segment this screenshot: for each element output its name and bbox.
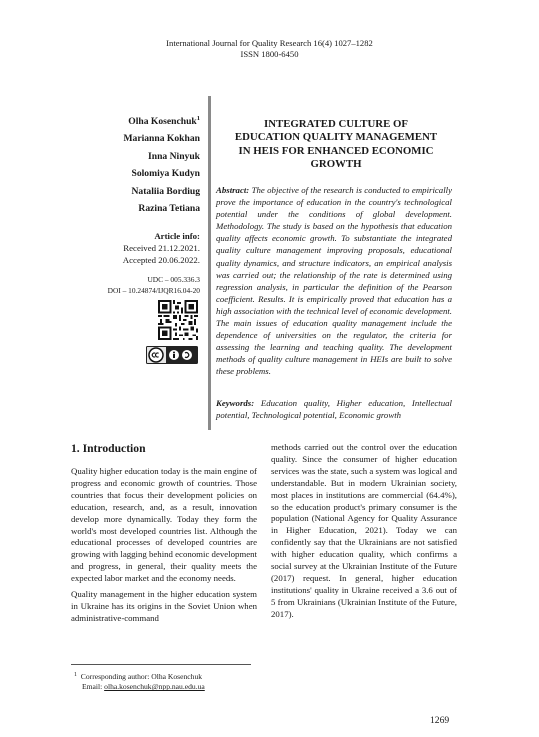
author-name: Olha Kosenchuk$^1$ <box>128 115 200 127</box>
paragraph: Quality management in the higher education system in Ukraine has its origins in the Soviet Union when administrative-command <box>71 589 257 623</box>
author-name: Solomiya Kudyn <box>131 168 200 180</box>
accepted-date: Accepted 20.06.2022. <box>122 255 200 266</box>
footnote-email-line <box>74 682 205 692</box>
author-list <box>96 110 200 217</box>
section-heading: 1. Introduction <box>71 442 146 455</box>
title-line: INTEGRATED CULTURE OF <box>264 118 408 130</box>
footnote-divider <box>71 664 251 665</box>
keywords-label: Keywords: <box>216 398 255 408</box>
journal-header <box>0 38 539 59</box>
issn: ISSN 1800-6450 <box>240 48 299 59</box>
title-line: GROWTH <box>310 158 362 171</box>
author-name: Razina Tetiana <box>138 203 200 215</box>
keywords-text: Education quality, Higher education, Intellectual potential, Technological potential, Economic growth <box>216 398 452 420</box>
paragraph: Quality higher education today is the main engine of progress and economic growth of countries. Those countries that focus their development policies on education, research, and, as a result, innovation develop more dynamically. Today they form the world's most developed countries list. Although the educational processes of developed countries are growing with lagging behind economic development and progress, in general, their quality meets the expected labor market and the economy needs. <box>71 466 257 584</box>
body-column-right <box>271 442 457 625</box>
doi: DOI – 10.24874/IJQR16.04-20 <box>107 286 200 296</box>
author-name: Inna Ninyuk <box>148 150 200 162</box>
email-label: Email: <box>82 682 103 692</box>
abstract-text: The objective of the research is conducted to empirically prove the importance of education in the country's technological potential under the conditions of global development. Methodology. The study is based on the hypothesis that education quality affects economic growth. To substantiate the integrated quality culture management improving proposals, educational quality dynamics, and structure indicators, an empirical analysis was carried out; the relationship of the rate is determined using regression analysis, in particular the definition of the Pearson coefficient. Results. It is empirically proved that education has a high association with the technical level of economic development. The main issues of education quality management include the dependence of universities on the regulator, the criteria for assessing the learning and teaching quality. The development methods of quality culture management in HEIs are built to solve these problems. <box>216 185 452 377</box>
title-line: EDUCATION QUALITY MANAGEMENT <box>234 131 438 144</box>
author-name: Marianna Kokhan <box>123 133 200 145</box>
paragraph: methods carried out the control over the education quality. Since the consumer of higher education services was the state, such a system was logical and understandable. But in modern Ukrainian society, most places in institutions are commercial (64.4%), so the education product's primary consumer is the population (National Agency for Quality Assurance in Higher Education, 2021). Today we can confidently say that the Ukrainians are not satisfied with higher education quality, which confirms a social survey at the Ukrainian Institute of the Future (2017) request. In general, higher education institutions' quality in Ukraine received a 3.6 out of 5 from Ukrainians (Ukrainian Institute of the Future, 2017). <box>271 442 457 619</box>
udc: UDC – 005.336.3 <box>147 275 200 284</box>
journal-name: International Journal for Quality Research 16(4) 1027–1282 <box>166 38 373 48</box>
creative-commons-license-icon <box>146 346 198 364</box>
vertical-divider <box>208 96 211 430</box>
article-info-label: Article info: <box>154 231 200 241</box>
body-column-left <box>71 466 257 629</box>
abstract-label: Abstract: <box>216 185 250 195</box>
identifiers <box>60 274 200 297</box>
article-info <box>80 230 200 267</box>
abstract <box>216 184 452 378</box>
keywords <box>216 398 452 421</box>
title-line: IN HEIS FOR ENHANCED ECONOMIC <box>238 144 434 157</box>
paper-title <box>218 118 454 172</box>
page-number: 1269 <box>430 715 450 726</box>
author-name: Nataliia Bordiug <box>131 185 200 197</box>
footnote-mark: 1 <box>74 672 77 678</box>
qr-code-icon <box>158 300 198 340</box>
footnote <box>74 670 205 693</box>
footnote-text: Corresponding author: Olha Kosenchuk <box>80 672 203 681</box>
footnote-mark: 1 <box>196 115 200 122</box>
received-date: Received 21.12.2021. <box>123 243 200 254</box>
footnote-author <box>74 670 205 682</box>
email-link[interactable]: olha.kosenchuk@npp.nau.edu.ua <box>104 682 205 692</box>
